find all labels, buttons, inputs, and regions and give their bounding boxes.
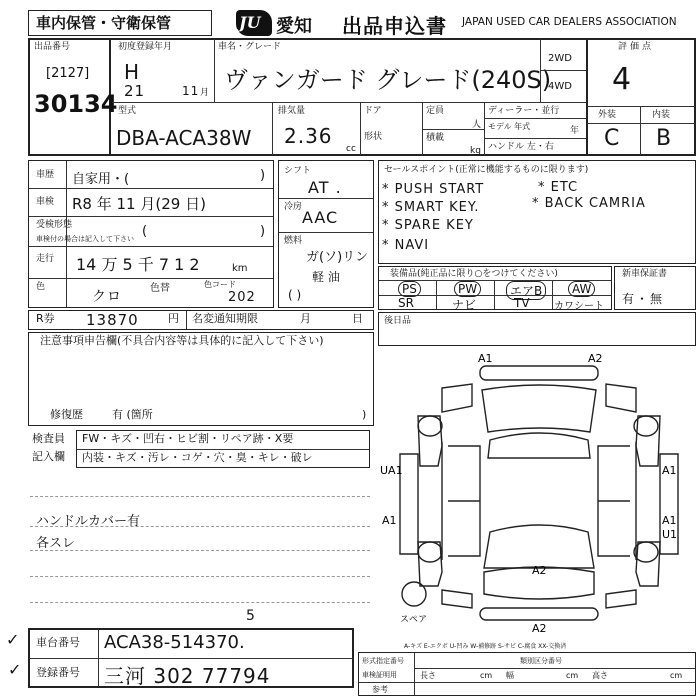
selling-point-5: * SPARE KEY <box>382 218 474 233</box>
model-grade: ヴァンガード グレード(240S) <box>224 66 552 94</box>
storage-type-label: 車内保管・守衛保管 <box>36 14 172 32</box>
aircon-value: AAC <box>302 208 339 227</box>
diagram-label-a2-top: A2 <box>588 352 603 365</box>
inspection-label: 車検 <box>36 197 55 207</box>
receipt-note: 車検付の場合は記入して下さい <box>36 235 134 243</box>
displacement-value: 2.36 <box>284 124 333 148</box>
new-car-warranty-label: 新車保証書 <box>622 269 668 279</box>
diagram-label-a1-right: A1 <box>662 464 677 477</box>
chassis-value: ACA38-514370. <box>104 632 245 653</box>
notes-heading: 注意事項申告欄(不具合内容等は具体的に記入して下さい) <box>40 334 324 347</box>
remark-line-1: ハンドルカバー有 <box>36 514 141 529</box>
recycle-unit: 円 <box>168 312 179 325</box>
model-cert-label: 形式指定番号 <box>362 657 404 665</box>
form-title: 出品申込書 <box>342 14 447 38</box>
damage-legend: A-キズ E-エクボ U-凹み W-補修跡 S-サビ C-腐食 XX-交換済 <box>404 643 567 650</box>
selling-point-2: * ETC <box>538 180 579 195</box>
dealer-label: ディーラー・並行 <box>488 106 560 116</box>
reference-label: 参考 <box>372 685 388 694</box>
after-items-frame <box>378 312 696 346</box>
fuel-blank: ( ) <box>288 288 302 302</box>
mileage-label: 走行 <box>36 254 55 264</box>
first-reg-month: 11 <box>182 84 200 98</box>
equip-aw: AW <box>568 281 595 297</box>
inspection-value: R8 年 11 月(29 日) <box>72 195 206 213</box>
first-reg-era: H <box>124 60 141 84</box>
mileage-value: 14 万 5 千 7 1 2 <box>76 255 200 274</box>
receipt-label: 受検形態 <box>36 220 73 230</box>
first-reg-year: 21 <box>124 82 146 100</box>
model-year-label: モデル 年式 <box>488 122 531 131</box>
doors-label: ドア <box>364 106 382 116</box>
diagram-label-ua1-left: UA1 <box>380 464 403 477</box>
history-close: ) <box>260 168 266 183</box>
first-reg-label: 初度登録年月 <box>118 42 173 52</box>
chassis-correction: 5 <box>246 608 256 624</box>
exterior-grade: C <box>604 126 621 151</box>
color-code-label: 色コード <box>204 280 236 289</box>
repair-history-value: 有 (箇所 <box>112 408 153 421</box>
diagram-label-a1-top: A1 <box>478 352 493 365</box>
model-grade-label: 車名・グレード <box>218 42 282 52</box>
repair-history-label: 修復歴 <box>50 408 83 421</box>
drive-2wd: 2WD <box>548 53 572 64</box>
inspector-row-2: 内装・キズ・汚レ・コゲ・穴・臭・キレ・破レ <box>82 451 313 464</box>
cc-unit: cc <box>346 144 356 154</box>
selling-point-6: * NAVI <box>382 238 430 253</box>
check-mark-1: ✓ <box>6 630 21 649</box>
color-change-label: 色替 <box>150 283 170 294</box>
association-name: JAPAN USED CAR DEALERS ASSOCIATION <box>462 16 677 28</box>
car-damage-diagram <box>380 346 696 636</box>
diagram-label-a2-bottom: A2 <box>532 564 547 577</box>
length-unit: cm <box>480 671 493 680</box>
shape-label: 形状 <box>364 132 383 142</box>
mileage-unit: km <box>232 263 248 274</box>
score-value: 4 <box>612 62 633 97</box>
inspector-row-1: FW・キズ・凹右・ヒビ割・リペア跡・X要 <box>82 432 294 445</box>
recycle-value: 13870 <box>86 311 139 329</box>
score-label: 評価点 <box>618 42 655 52</box>
selling-point-4: * BACK CAMRIA <box>532 196 646 211</box>
type-value: DBA-ACA38W <box>116 126 252 150</box>
recycle-label: R券 <box>36 312 55 325</box>
plate-label: 登録番号 <box>36 666 80 679</box>
drive-4wd: 4WD <box>548 81 572 92</box>
load-label: 積載 <box>426 133 445 143</box>
equip-pw: PW <box>454 281 481 297</box>
height-label: 高さ <box>592 671 608 680</box>
equip-airbag: エアB <box>506 281 546 300</box>
remark-line-2: 各スレ <box>36 536 76 551</box>
ju-logo <box>236 10 272 36</box>
after-items-label: 後日品 <box>384 316 412 326</box>
lot-number: 30134 <box>34 90 118 118</box>
lot-sub-number: [2127] <box>46 66 90 81</box>
equip-ps: PS <box>398 281 421 297</box>
tax-notice-month: 月 <box>300 312 311 325</box>
equip-tv: TV <box>514 296 530 310</box>
selling-point-1: * PUSH START <box>382 182 485 197</box>
width-unit: cm <box>566 671 579 680</box>
diagram-label-spare: スペア <box>400 615 428 625</box>
plate-value: 三河 302 77794 <box>104 664 271 688</box>
fuel-label: 燃料 <box>284 236 303 246</box>
repair-history-close: ) <box>362 408 367 421</box>
height-unit: cm <box>670 671 683 680</box>
equip-sr: SR <box>398 296 414 310</box>
equip-seat: カワシート <box>554 301 604 312</box>
diagram-label-a2-bottom-2: A2 <box>532 622 547 635</box>
vehicle-cert-label: 車検証明用 <box>362 671 397 679</box>
exterior-label: 外装 <box>598 110 617 120</box>
chassis-label: 車台番号 <box>36 636 80 649</box>
receipt-open: ( <box>142 224 148 239</box>
new-car-warranty-value: 有・無 <box>622 292 665 306</box>
shift-label: シフト <box>284 166 312 176</box>
class-cert-label: 類別区分番号 <box>520 657 562 665</box>
selling-point-3: * SMART KEY. <box>382 200 480 215</box>
inspector-label-2: 記入欄 <box>32 450 65 463</box>
tax-notice-day: 日 <box>352 312 363 325</box>
shift-value: AT . <box>308 178 342 197</box>
width-label: 幅 <box>506 671 514 680</box>
aircon-label: 冷房 <box>284 202 303 212</box>
ju-logo-text: JU <box>239 13 261 32</box>
capacity-label: 定員 <box>426 106 445 116</box>
org-name: 愛知 <box>276 16 312 37</box>
model-year-unit: 年 <box>570 126 580 136</box>
handle-label: ハンドル 左・右 <box>488 142 554 152</box>
interior-label: 内装 <box>652 110 671 120</box>
color-label: 色 <box>36 282 46 292</box>
lot-number-label: 出品番号 <box>34 42 71 52</box>
diagram-label-a1-left: A1 <box>382 514 397 527</box>
equip-navi: ナビ <box>452 298 477 312</box>
capacity-unit: 人 <box>472 120 482 130</box>
type-label: 型式 <box>118 106 137 116</box>
inspector-label-1: 検査員 <box>32 432 65 445</box>
load-unit: kg <box>470 146 481 156</box>
diagram-label-a1-right-2: A1 <box>662 514 677 527</box>
interior-grade: B <box>656 126 673 151</box>
history-label: 車歴 <box>36 170 55 180</box>
displacement-label: 排気量 <box>278 106 306 116</box>
color-value: クロ <box>92 289 122 305</box>
fuel-diesel: 軽 油 <box>312 270 340 284</box>
length-label: 長さ <box>420 671 436 680</box>
fuel-gasoline: ガ(ソ)リン <box>306 250 369 265</box>
diagram-label-u1-right: U1 <box>662 528 678 541</box>
receipt-close: ) <box>260 224 266 239</box>
selling-points-heading: セールスポイント(正常に機能するものに限ります) <box>384 165 589 175</box>
equipment-heading: 装備品(純正品に限り○をつけてください) <box>390 269 558 279</box>
tax-notice-label: 名変通知期限 <box>192 312 258 325</box>
first-reg-month-unit: 月 <box>200 88 210 98</box>
color-code-value: 202 <box>228 290 256 305</box>
history-value: 自家用・( <box>72 172 130 187</box>
check-mark-2: ✓ <box>8 660 23 679</box>
